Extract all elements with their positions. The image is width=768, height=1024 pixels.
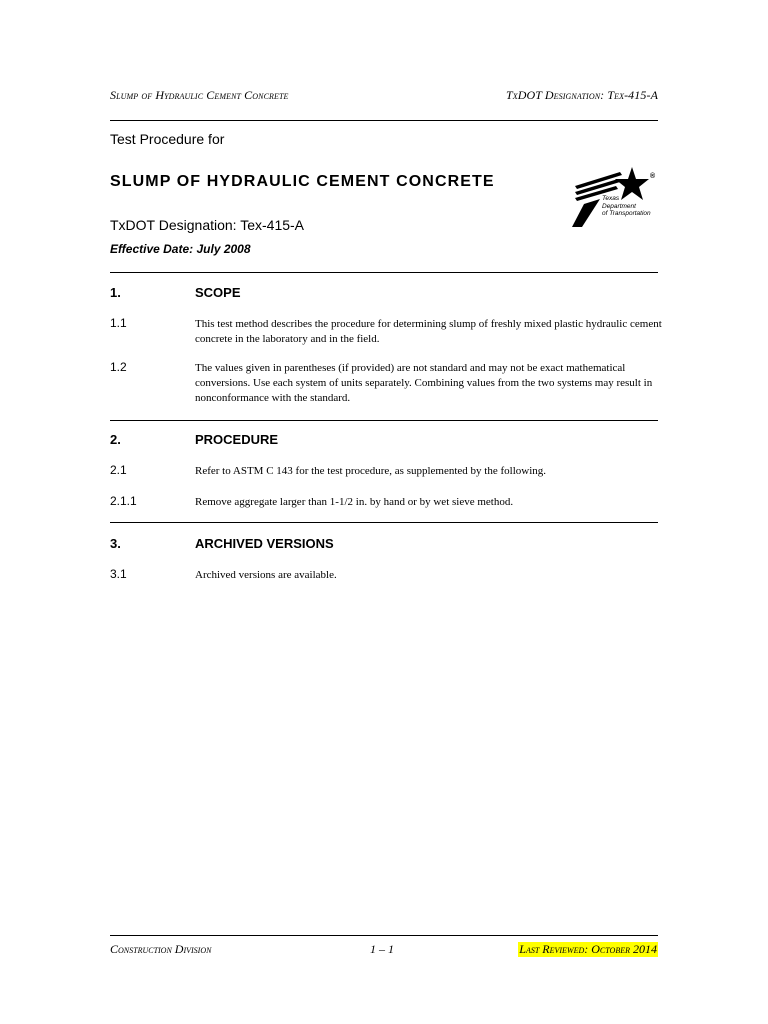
effective-date: Effective Date: July 2008 — [110, 242, 251, 256]
section-number: 3. — [110, 536, 121, 551]
item-number: 2.1 — [110, 463, 127, 477]
item-number: 3.1 — [110, 567, 127, 581]
registered-mark: ® — [650, 173, 656, 180]
page-title: SLUMP OF HYDRAULIC CEMENT CONCRETE — [110, 173, 495, 190]
item-number: 1.2 — [110, 360, 127, 374]
logo-line: of Transportation — [602, 210, 651, 217]
section-rule — [110, 272, 658, 273]
item-text: This test method describes the procedure for determining slump of freshly mixed plastic hydraulic cement concrete in the laboratory and in the field. — [195, 318, 662, 345]
section-number: 2. — [110, 432, 121, 447]
section-title-procedure: PROCEDURE — [195, 432, 279, 447]
item-number: 2.1.1 — [110, 494, 137, 508]
header-rule — [110, 120, 658, 121]
running-header-title: Slump of Hydraulic Cement Concrete — [110, 88, 289, 102]
item-number: 1.1 — [110, 316, 127, 330]
pre-title: Test Procedure for — [110, 131, 225, 147]
footer-division: Construction Division — [110, 942, 212, 956]
section-rule — [110, 420, 658, 421]
footer-rule — [110, 935, 658, 936]
item-text: Refer to ASTM C 143 for the test procedure, as supplemented by the following. — [195, 465, 547, 477]
page-number: 1 – 1 — [370, 942, 394, 956]
logo-line: Department — [602, 202, 636, 210]
logo-line: Texas — [602, 195, 620, 202]
section-title-archived-versions: ARCHIVED VERSIONS — [195, 536, 334, 551]
item-text: Archived versions are available. — [195, 569, 337, 581]
item-text: The values given in parentheses (if provided) are not standard and may not be exact mathematical conversions. Use each system of units separately. Combining values from the two systems may result in nonconformance with the standard. — [195, 362, 653, 404]
designation: TxDOT Designation: Tex-415-A — [110, 217, 305, 233]
item-text: Remove aggregate larger than 1-1/2 in. by hand or by wet sieve method. — [195, 496, 514, 508]
last-reviewed-date: Last Reviewed: October 2014 — [519, 942, 657, 956]
logo-text — [602, 195, 651, 218]
running-header-designation: TxDOT Designation: Tex-415-A — [505, 88, 658, 102]
section-rule — [110, 522, 658, 523]
section-title-scope: SCOPE — [195, 285, 241, 300]
section-number: 1. — [110, 285, 121, 300]
